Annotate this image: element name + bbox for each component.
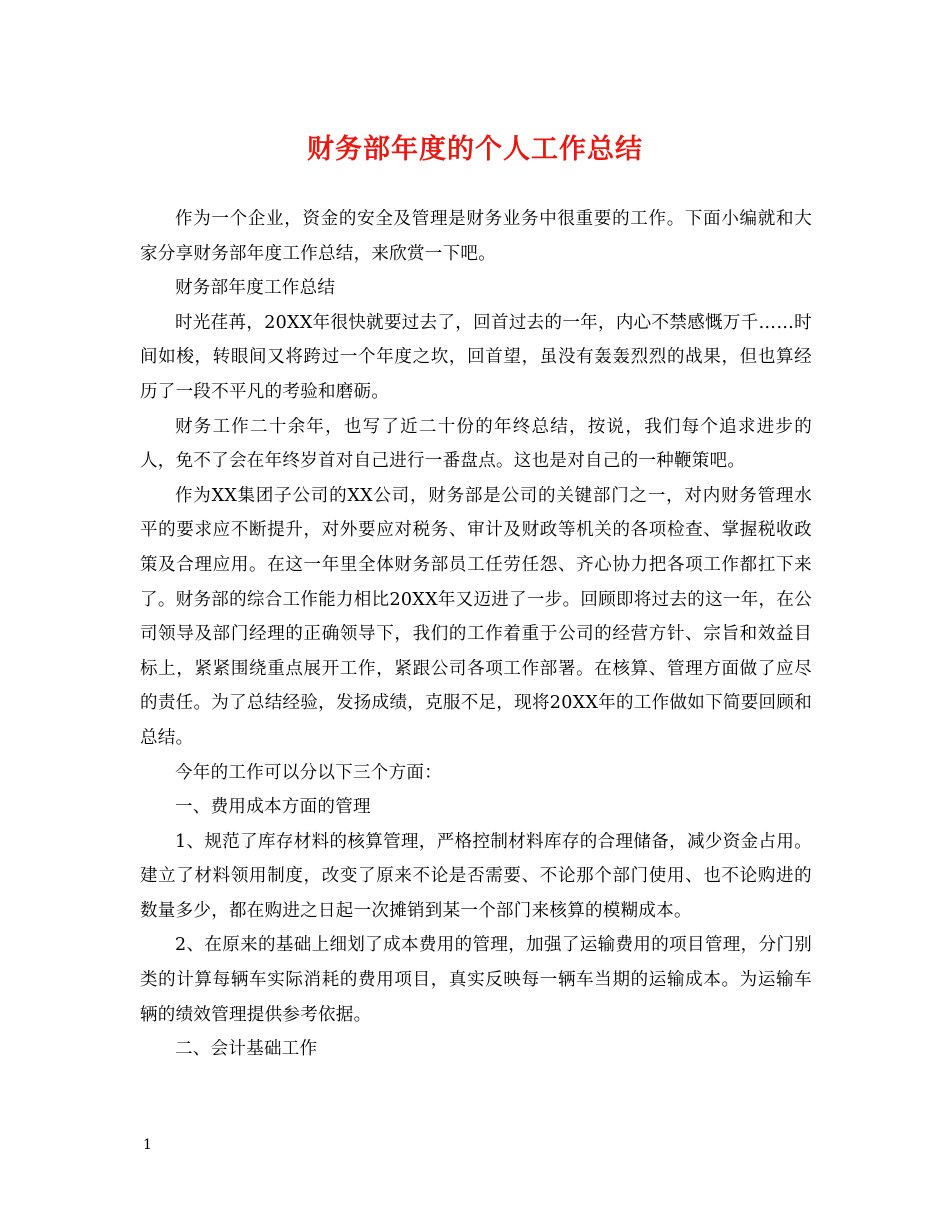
section-heading-accounting-basics: 二、会计基础工作 (175, 1039, 318, 1060)
page-number: 1 (143, 1137, 152, 1153)
paragraph-three-aspects: 今年的工作可以分以下三个方面： (175, 762, 442, 783)
document-title: 财务部年度的个人工作总结 (307, 134, 643, 165)
paragraph-twenty-years: 财务工作二十余年，也写了近二十份的年终总结，按说，我们每个追求进步的人，免不了会在年终岁首对自己进行一番盘点。这也是对自己的一种鞭策吧。 (140, 416, 812, 472)
paragraph-time-passing: 时光荏苒，20XX年很快就要过去了，回首过去的一年，内心不禁感慨万千……时间如梭，转眼间又将跨过一个年度之坎，回首望，虽没有轰轰烈烈的战果，但也算经历了一段不平凡的考验和磨砺。 (140, 312, 812, 402)
paragraph-item-1: 1、规范了库存材料的核算管理，严格控制材料库存的合理储备，减少资金占用。建立了材料领用制度，改变了原来不论是否需要、不论那个部门使用、也不论购进的数量多少，都在购进之日起一次摊销到某一个部门来核算的模糊成本。 (140, 831, 812, 921)
paragraph-item-2: 2、在原来的基础上细划了成本费用的管理，加强了运输费用的项目管理，分门别类的计算每辆车实际消耗的费用项目，真实反映每一辆车当期的运输成本。为运输车辆的绩效管理提供参考依据。 (140, 935, 812, 1025)
section-heading-cost-management: 一、费用成本方面的管理 (175, 797, 371, 818)
document-body (140, 202, 812, 1067)
paragraph-company-overview: 作为XX集团子公司的XX公司，财务部是公司的关键部门之一，对内财务管理水平的要求应不断提升，对外要应对税务、审计及财政等机关的各项检查、掌握税收政策及合理应用。在这一年里全体财务部员工任劳任怨、齐心协力把各项工作都扛下来了。财务部的综合工作能力相比20XX年又迈进了一步。回顾即将过去的这一年，在公司领导及部门经理的正确领导下，我们的工作着重于公司的经营方针、宗旨和效益目标上，紧紧围绕重点展开工作，紧跟公司各项工作部署。在核算、管理方面做了应尽的责任。为了总结经验，发扬成绩，克服不足，现将20XX年的工作做如下简要回顾和总结。 (140, 485, 812, 748)
paragraph-subtitle: 财务部年度工作总结 (175, 278, 336, 299)
paragraph-intro: 作为一个企业，资金的安全及管理是财务业务中很重要的工作。下面小编就和大家分享财务部年度工作总结，来欣赏一下吧。 (140, 209, 812, 264)
